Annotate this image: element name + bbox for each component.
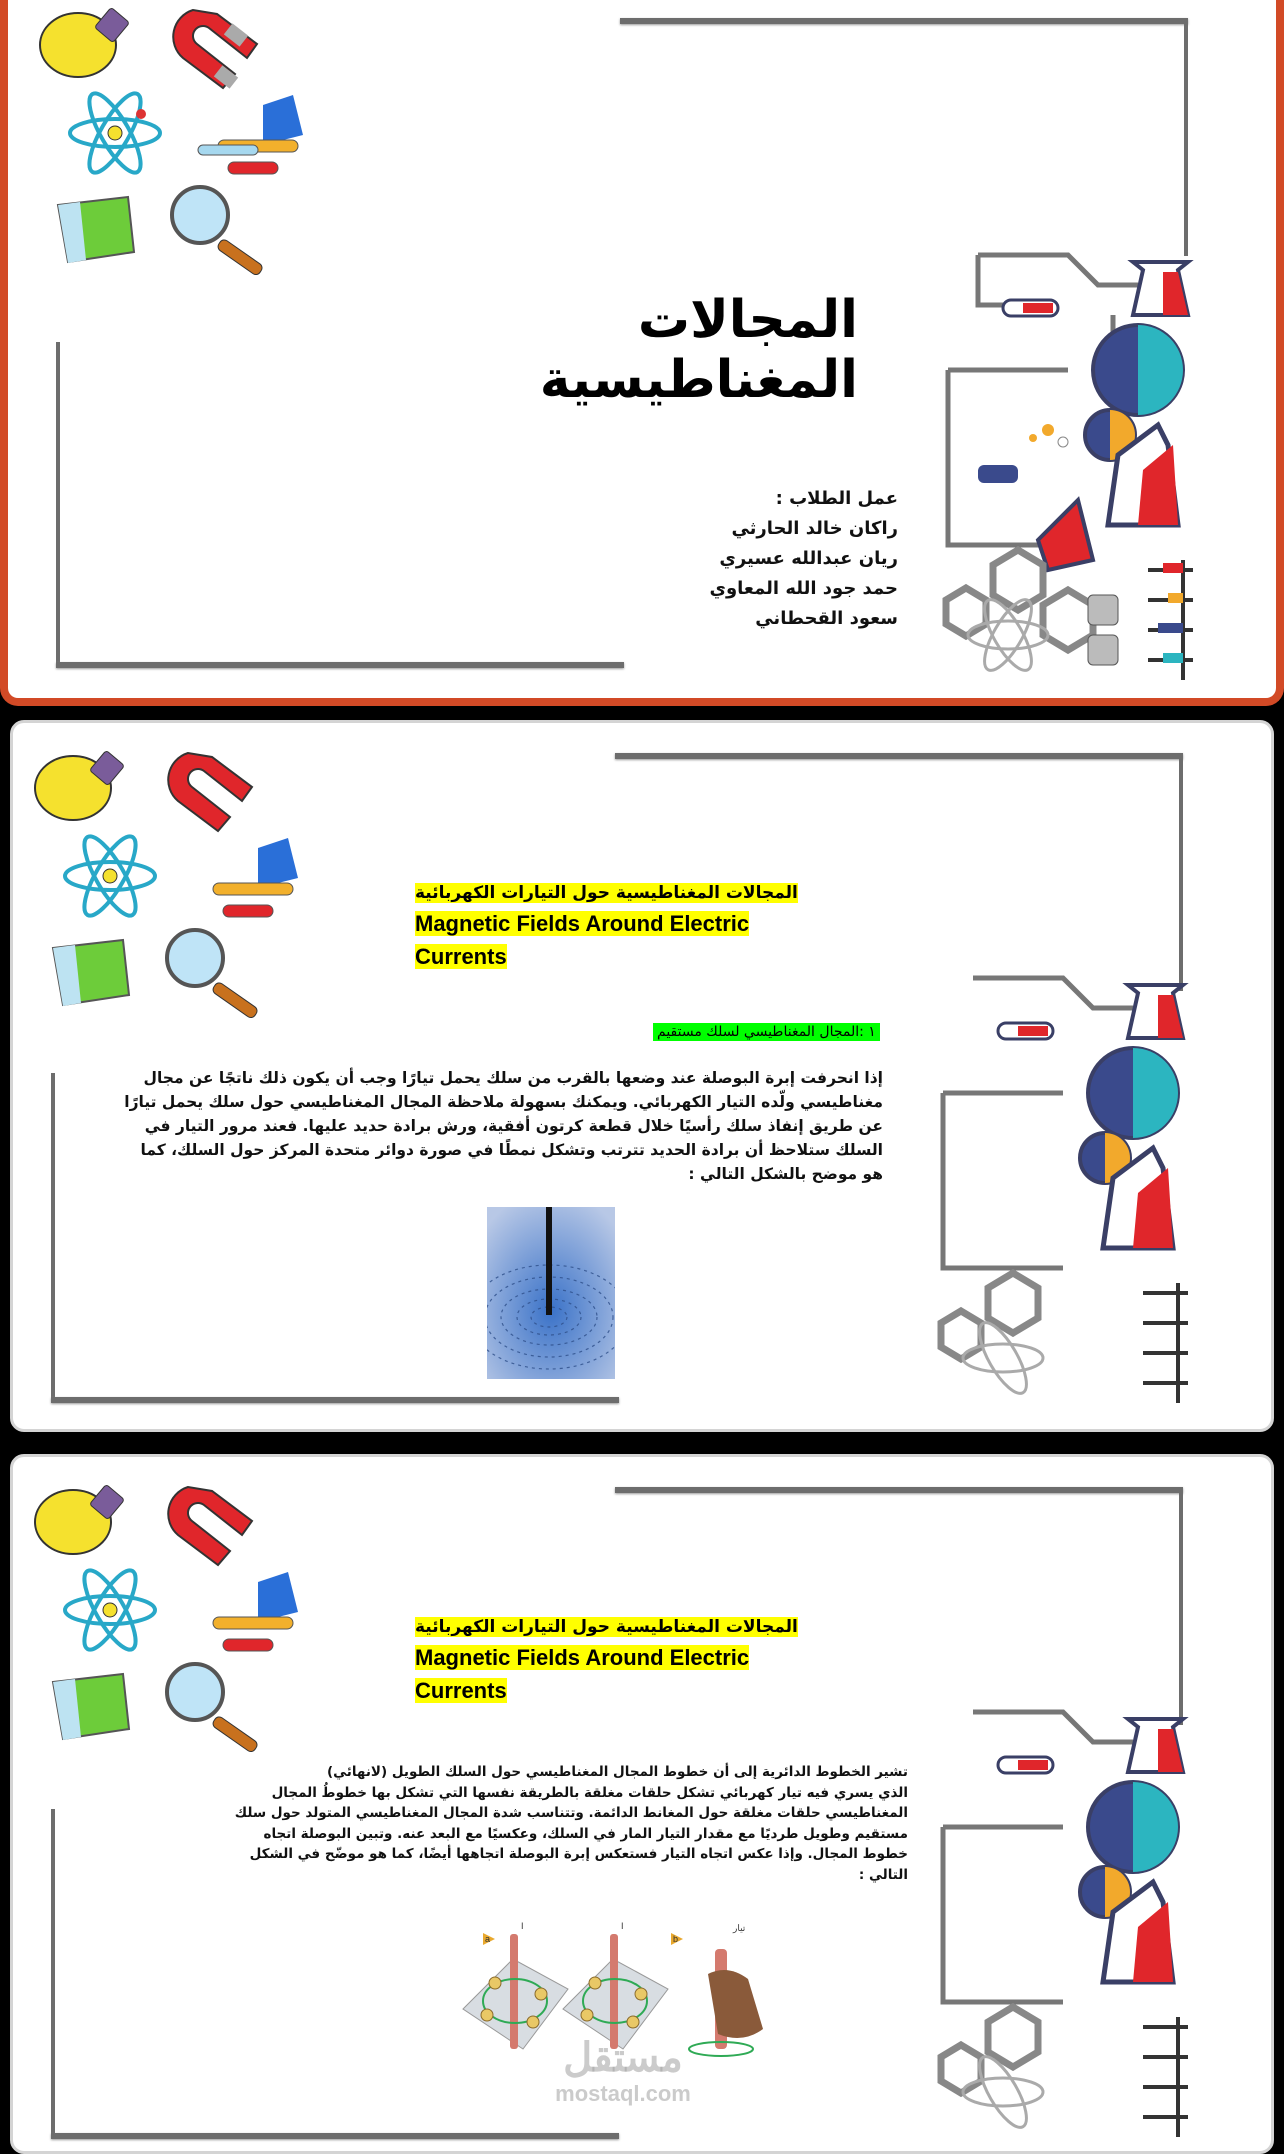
slide-straight-wire-field xyxy=(10,720,1274,1432)
frame-line-left xyxy=(51,1073,55,1403)
beaker-icon xyxy=(58,197,134,263)
student-name: ريان عبدالله عسيري xyxy=(719,548,898,569)
frame-line-left xyxy=(56,342,60,668)
heading-english-line2: Currents xyxy=(415,944,507,969)
current-symbol-a: I xyxy=(521,1921,524,1931)
atom-icon xyxy=(70,87,160,179)
heading-arabic: المجالات المغناطيسية حول التيارات الكهربائية xyxy=(415,1617,798,1637)
paragraph-line: مغناطيسي ولّده التيار الكهربائي. ويمكنك بسهولة ملاحظة المجال المغناطيسي حول سلك يحمل تيارًا xyxy=(124,1093,883,1111)
frame-line-top xyxy=(615,753,1183,759)
test-tubes-icon xyxy=(213,1572,298,1651)
section-heading xyxy=(415,1612,815,1709)
heading-english-line1: Magnetic Fields Around Electric xyxy=(415,1645,750,1670)
test-tubes-icon xyxy=(198,95,303,174)
frame-line-top xyxy=(615,1487,1183,1493)
lab-apparatus-illustration xyxy=(933,973,1193,1403)
magnifier-icon xyxy=(172,187,264,277)
heading-english-line2: Currents xyxy=(415,1678,507,1703)
science-clipart-group xyxy=(28,0,318,280)
horseshoe-magnet-icon xyxy=(168,753,252,831)
students-block xyxy=(698,484,898,634)
paragraph-line: عن طريق إنفاذ سلك رأسيًا خلال قطعة كرتون أفقية، ورش برادة حديد عليها. فعند مرور التيار في xyxy=(144,1117,883,1135)
frame-line-right xyxy=(1179,1487,1183,1725)
paragraph-line: مستقيم وطويل طرديًا مع مقدار التيار المار في السلك، وعكسيًا مع البعد عنه. وتبين البوصلة اتجاه xyxy=(263,1825,908,1842)
horseshoe-magnet-icon xyxy=(173,10,257,89)
paragraph-line: الذي يسري فيه تيار كهربائي تشكل حلقات مغلقة بالطريقة نفسها التي تشكل بها خطوطُ المجال xyxy=(271,1784,908,1801)
subheading-straight-wire: ١ :المجال المغناطيسي لسلك مستقيم xyxy=(653,1023,880,1041)
slide-title xyxy=(0,0,1284,706)
badge-a-label: a xyxy=(485,1934,491,1944)
science-clipart-group xyxy=(23,743,313,1023)
paragraph-line: هو موضح بالشكل التالي : xyxy=(688,1165,883,1183)
magnifier-icon xyxy=(167,930,259,1020)
section-heading xyxy=(415,878,815,975)
horseshoe-magnet-icon xyxy=(168,1487,252,1565)
lightbulb-icon xyxy=(35,750,125,820)
slide-title-text: المجالات المغناطيسية xyxy=(539,290,858,410)
students-label: عمل الطلاب : xyxy=(775,488,898,509)
watermark-ar: مستقل xyxy=(563,2036,683,2080)
current-symbol-b: I xyxy=(621,1921,624,1931)
paragraph-line: إذا انحرفت إبرة البوصلة عند وضعها بالقرب من سلك يحمل تيارًا وجب أن يكون ذلك ناتجًا عن مجال xyxy=(143,1069,883,1087)
frame-line-right xyxy=(1184,18,1188,256)
slide-field-lines-explanation xyxy=(10,1454,1274,2154)
frame-line-left xyxy=(51,1809,55,2139)
lab-apparatus-illustration xyxy=(938,250,1198,680)
paragraph-line: التالي : xyxy=(858,1866,908,1883)
heading-english-line1: Magnetic Fields Around Electric xyxy=(415,911,750,936)
lightbulb-icon xyxy=(40,7,130,77)
beaker-icon xyxy=(53,940,129,1006)
paragraph-line: السلك ستلاحظ أن برادة الحديد تترتب وتشكل نمطًا في صورة دوائر متحدة المركز حول السلك، كما xyxy=(140,1141,883,1159)
watermark-en: mostaql.com xyxy=(555,2081,691,2106)
iron-filings-figure xyxy=(487,1207,615,1379)
heading-arabic: المجالات المغناطيسية حول التيارات الكهربائية xyxy=(415,883,798,903)
paragraph-line: تشير الخطوط الدائرية إلى أن خطوط المجال المغناطيسي حول السلك الطويل (لانهائي) xyxy=(326,1764,908,1780)
student-name: حمد جود الله المعاوي xyxy=(709,578,898,599)
frame-line-top xyxy=(620,18,1188,24)
atom-icon xyxy=(65,830,155,922)
test-tubes-icon xyxy=(213,838,298,917)
student-name: سعود القحطاني xyxy=(755,608,898,629)
frame-line-bottom xyxy=(56,662,624,668)
lightbulb-icon xyxy=(35,1484,125,1554)
paragraph-line: المغناطيسي حلقات مغلقة حول المغانط الدائمة. وتتناسب شدة المجال المغناطيسي المتولد حول سلك xyxy=(234,1805,908,1821)
student-name: راكان خالد الحارثي xyxy=(731,518,898,539)
current-label-ar: تيار xyxy=(733,1923,746,1933)
lab-apparatus-illustration xyxy=(933,1707,1193,2137)
paragraph-line: خطوط المجال. وإذا عكس اتجاه التيار فستعكس إبرة البوصلة اتجاهها أيضًا، كما هو موضّح في الشكل xyxy=(249,1846,908,1862)
atom-icon xyxy=(65,1564,155,1656)
frame-line-bottom xyxy=(51,2133,619,2139)
magnifier-icon xyxy=(167,1664,259,1754)
science-clipart-group xyxy=(23,1477,313,1757)
badge-b-label: b xyxy=(673,1934,679,1944)
frame-line-right xyxy=(1179,753,1183,991)
beaker-icon xyxy=(53,1674,129,1740)
paragraph xyxy=(208,1762,908,1885)
paragraph xyxy=(113,1066,883,1186)
frame-line-bottom xyxy=(51,1397,619,1403)
